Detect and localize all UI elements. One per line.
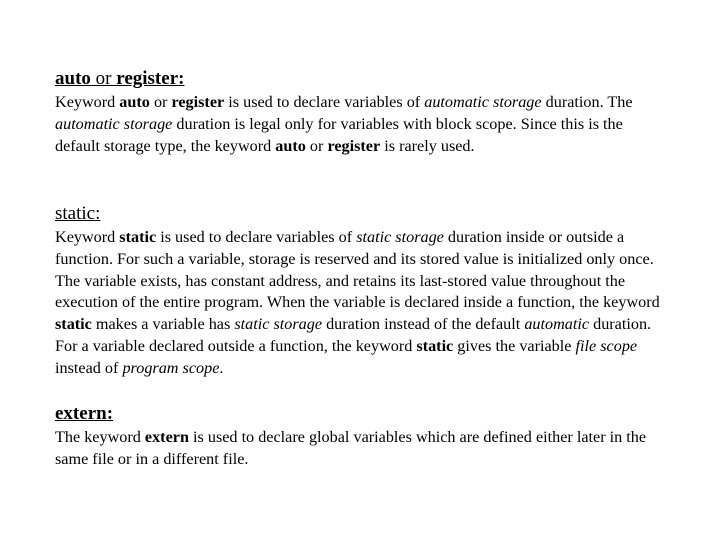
text-run: gives the variable [453, 336, 576, 355]
heading-part: register: [116, 68, 185, 89]
text-run: duration instead of the default [322, 315, 525, 334]
text-run: or [149, 93, 172, 111]
text-run: is used to declare variables of [224, 93, 425, 111]
term-static-storage: static storage [356, 228, 444, 246]
paragraph-extern [55, 427, 665, 471]
heading-extern [55, 403, 665, 425]
heading-part: or [90, 68, 117, 89]
text-run: or [305, 136, 328, 155]
text-run: duration inside or outside a function. For such a variable, storage is reserved and its stored value is initialized only once. The variable exists, has constant address, and retains its last-stored value throughout the execution of the entire program. When the variable is declared inside a function, the keyword [55, 228, 660, 312]
text-run: duration. The [541, 93, 633, 111]
keyword-extern: extern [144, 428, 189, 446]
term-file-scope: file scope [575, 336, 638, 355]
term-program-scope: program scope [122, 358, 220, 377]
text-run: is used to declare global variables which are defined either later in the same file or in a different file. [55, 428, 647, 468]
keyword-static: static [119, 228, 157, 246]
text-run: duration. For a variable declared outside a function, the keyword [55, 315, 652, 355]
section-auto-register [55, 68, 665, 157]
section-extern [55, 403, 665, 471]
keyword-auto: auto [275, 136, 306, 155]
keyword-register: register [327, 136, 381, 155]
keyword-static: static [416, 336, 454, 355]
heading-part: : [95, 203, 101, 224]
text-run: makes a variable has [91, 315, 235, 334]
term-automatic: automatic [524, 315, 590, 334]
text-run: instead of [55, 358, 123, 377]
text-run: . [219, 358, 224, 377]
text-run: Keyword [55, 93, 120, 111]
heading-part: static [55, 203, 96, 224]
term-automatic-storage: automatic storage [55, 114, 173, 133]
text-run: is rarely used. [380, 136, 475, 155]
text-run: Keyword [55, 228, 120, 246]
keyword-auto: auto [119, 93, 150, 111]
keyword-register: register [171, 93, 225, 111]
heading-auto-register [55, 68, 665, 90]
paragraph-static [55, 227, 665, 380]
keyword-static: static [55, 315, 92, 334]
text-run: duration is legal only for variables with block scope. Since this is the default storage type, the keyword [55, 114, 623, 155]
term-static-storage: static storage [234, 315, 323, 334]
section-static [55, 203, 665, 380]
text-run: is used to declare variables of [156, 228, 357, 246]
heading-part: : [106, 403, 114, 424]
heading-static [55, 203, 665, 225]
heading-part: extern [55, 403, 107, 424]
term-automatic-storage: automatic storage [424, 93, 542, 111]
heading-part: auto [55, 68, 91, 89]
paragraph-auto-register [55, 92, 665, 157]
text-run: The keyword [55, 428, 145, 446]
